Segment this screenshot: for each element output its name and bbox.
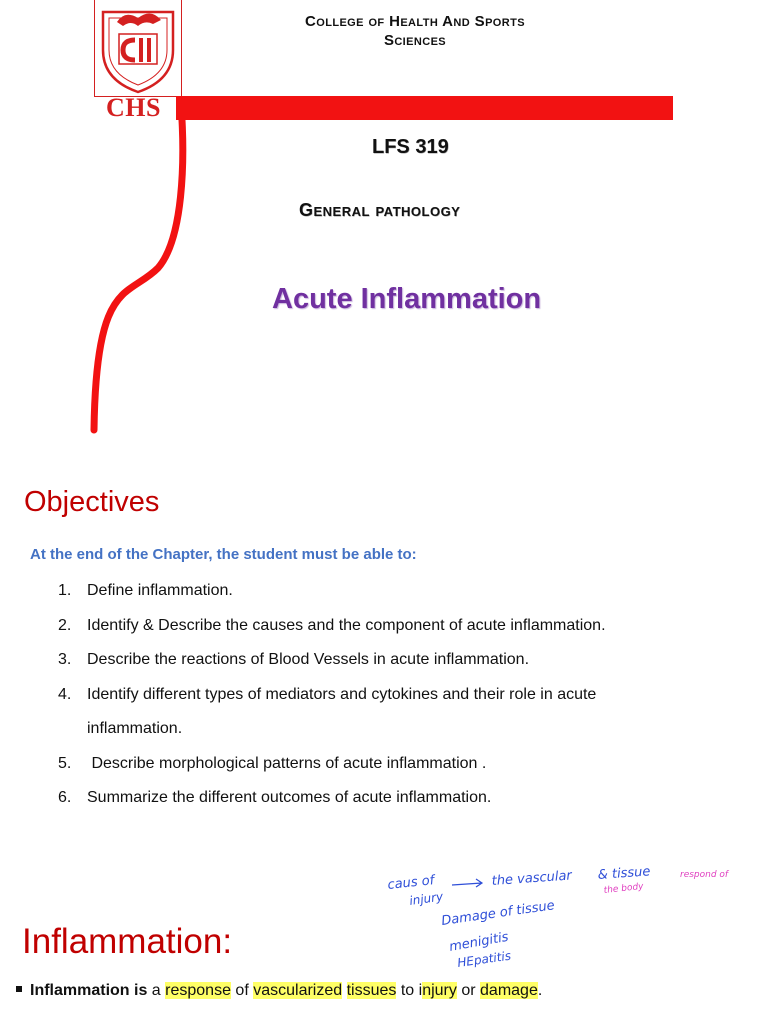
inflammation-definition: [16, 982, 542, 1000]
logo-text: CHS: [106, 93, 161, 122]
item-text: Define inflammation.: [87, 582, 233, 599]
college-line-2: Sciences: [383, 32, 447, 49]
list-item: [58, 617, 718, 652]
college-line-1: College of Health And Sports: [305, 13, 525, 30]
bullet-icon: [16, 986, 22, 992]
item-text: inflammation.: [87, 720, 183, 737]
list-item-continuation: [58, 720, 718, 755]
college-logo: [94, 0, 182, 97]
handwritten-annotation: [380, 855, 768, 975]
item-text: Identify & Describe the causes and the component of acute inflammation.: [87, 616, 606, 634]
header-red-bar: [176, 96, 673, 120]
text-run: a: [147, 982, 166, 999]
college-name: [240, 12, 590, 50]
course-name: General pathology: [299, 200, 461, 220]
highlight-vascularized: vascularized: [253, 982, 343, 999]
hand-cause: caus of: [386, 873, 435, 893]
hand-injury: injury: [408, 889, 445, 908]
hand-tissue: & tissue: [597, 864, 651, 883]
hand-hepatitis: HEpatitis: [456, 948, 512, 970]
item-text: Describe the reactions of Blood Vessels in acute inflammation.: [87, 651, 530, 668]
objectives-heading: Objectives: [24, 486, 160, 518]
text-run: to i: [396, 982, 423, 999]
hand-body: the body: [603, 881, 644, 896]
highlight-injury: njury: [422, 982, 457, 999]
list-item: [58, 755, 718, 790]
highlight-response: response: [165, 982, 231, 999]
deck-title: Acute Inflammation: [272, 283, 542, 315]
item-number: 1.: [58, 582, 72, 599]
item-text: Summarize the different outcomes of acute inflammation.: [87, 789, 492, 806]
list-item: [58, 651, 718, 686]
crest-icon: [95, 0, 181, 95]
text-run: or: [456, 982, 481, 999]
text-run: of: [230, 982, 254, 999]
list-item: [58, 582, 718, 617]
item-text: Describe morphological patterns of acute inflammation .: [87, 754, 487, 772]
list-item: [58, 686, 718, 721]
hand-damage: Damage of tissue: [440, 898, 556, 929]
text-run: .: [537, 982, 543, 999]
item-number: 6.: [58, 789, 72, 806]
text-run: [342, 982, 346, 999]
red-swoosh-decoration: [88, 118, 188, 434]
hand-vascular: the vascular: [491, 868, 573, 889]
highlight-damage: damage: [480, 982, 538, 999]
list-item: [58, 789, 718, 824]
objectives-intro: At the end of the Chapter, the student must be able to:: [30, 546, 417, 563]
item-number: 2.: [58, 616, 72, 634]
item-text: Identify different types of mediators and cytokines and their role in acute: [87, 685, 597, 703]
item-number: 4.: [58, 685, 72, 703]
highlight-tissues: tissues: [346, 982, 397, 999]
item-number: 5.: [58, 754, 72, 772]
objectives-list: [58, 582, 718, 824]
course-code: LFS 319: [372, 136, 449, 158]
item-number: 3.: [58, 651, 72, 668]
hand-meningitis: menigitis: [448, 929, 510, 955]
inflammation-heading: Inflammation:: [22, 922, 233, 961]
hand-respond: respond of: [680, 870, 729, 880]
term: Inflammation is: [30, 982, 148, 999]
